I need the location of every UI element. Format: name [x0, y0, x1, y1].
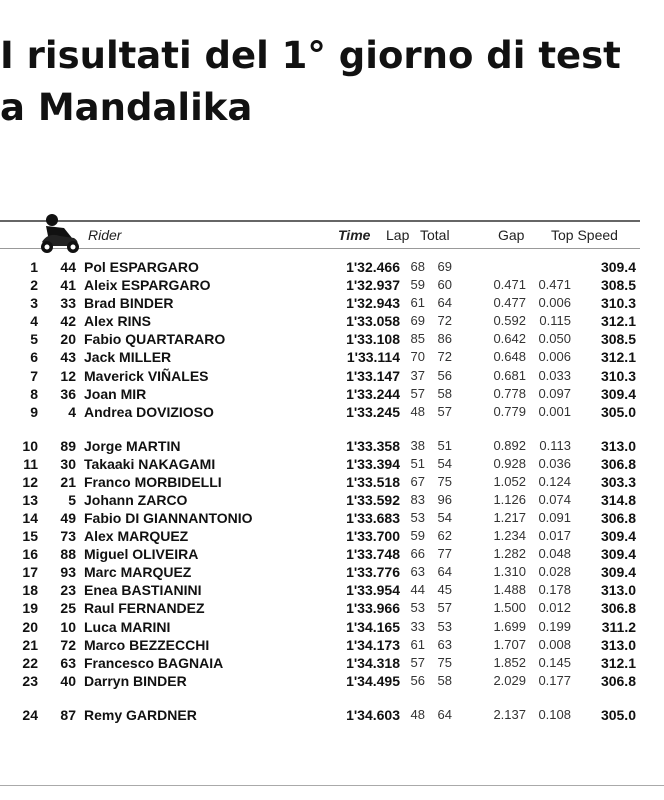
cell-lap: 56	[410, 673, 425, 688]
cell-total: 57	[437, 600, 452, 615]
header-bottom-rule	[0, 248, 640, 249]
cell-gap: 0.592	[493, 313, 526, 328]
cell-total: 75	[437, 655, 452, 670]
cell-speed: 312.1	[600, 655, 636, 671]
headline-line-1: I risultati del 1° giorno di test	[0, 34, 621, 77]
article-headline	[0, 30, 660, 134]
cell-speed: 308.5	[600, 331, 636, 347]
cell-gap2: 0.074	[538, 492, 571, 507]
cell-speed: 311.2	[601, 619, 636, 635]
cell-gap: 1.699	[493, 619, 526, 634]
cell-name: Alex RINS	[84, 313, 151, 329]
cell-lap: 57	[410, 386, 425, 401]
cell-lap: 70	[410, 349, 425, 364]
table-row	[0, 367, 664, 385]
header-rider: Rider	[88, 227, 122, 243]
cell-num: 30	[60, 456, 76, 472]
cell-speed: 305.0	[600, 707, 636, 723]
table-row	[0, 599, 664, 617]
cell-lap: 85	[410, 331, 425, 346]
cell-num: 12	[60, 368, 76, 384]
cell-speed: 308.5	[600, 277, 636, 293]
cell-pos: 21	[22, 637, 38, 653]
cell-pos: 18	[22, 582, 38, 598]
cell-gap: 0.892	[493, 438, 526, 453]
cell-time: 1'33.147	[346, 368, 400, 384]
table-row	[0, 672, 664, 690]
table-row	[0, 618, 664, 636]
cell-pos: 16	[22, 546, 38, 562]
cell-speed: 309.4	[600, 259, 636, 275]
cell-num: 87	[60, 707, 76, 723]
header-top-speed: Top Speed	[551, 227, 618, 243]
header-top-rule	[0, 220, 640, 222]
table-row	[0, 581, 664, 599]
cell-gap2: 0.199	[538, 619, 571, 634]
cell-num: 73	[60, 528, 76, 544]
cell-name: Marco BEZZECCHI	[84, 637, 210, 653]
cell-gap2: 0.028	[538, 564, 571, 579]
cell-gap2: 0.050	[538, 331, 571, 346]
cell-pos: 17	[22, 564, 38, 580]
cell-gap: 0.681	[493, 368, 526, 383]
cell-gap: 1.488	[493, 582, 526, 597]
table-row	[0, 545, 664, 563]
header-time: Time	[338, 227, 371, 243]
cell-gap2: 0.012	[538, 600, 571, 615]
cell-name: Brad BINDER	[84, 295, 174, 311]
cell-speed: 310.3	[600, 295, 636, 311]
cell-pos: 8	[30, 386, 38, 402]
table-row	[0, 330, 664, 348]
table-row	[0, 563, 664, 581]
cell-name: Fabio DI GIANNANTONIO	[84, 510, 253, 526]
cell-speed: 312.1	[600, 313, 636, 329]
cell-pos: 19	[22, 600, 38, 616]
cell-pos: 22	[22, 655, 38, 671]
cell-name: Franco MORBIDELLI	[84, 474, 222, 490]
cell-num: 42	[60, 313, 76, 329]
cell-time: 1'33.748	[346, 546, 400, 562]
cell-speed: 309.4	[600, 528, 636, 544]
cell-gap2: 0.006	[538, 295, 571, 310]
cell-lap: 67	[410, 474, 425, 489]
cell-gap: 1.852	[493, 655, 526, 670]
cell-total: 45	[437, 582, 452, 597]
cell-time: 1'33.358	[346, 438, 400, 454]
cell-total: 64	[437, 564, 452, 579]
cell-gap: 1.217	[493, 510, 526, 525]
table-row	[0, 455, 664, 473]
cell-total: 60	[437, 277, 452, 292]
cell-pos: 9	[30, 404, 38, 420]
cell-lap: 61	[410, 637, 425, 652]
cell-name: Fabio QUARTARARO	[84, 331, 226, 347]
cell-total: 53	[437, 619, 452, 634]
cell-lap: 68	[410, 259, 425, 274]
cell-lap: 57	[410, 655, 425, 670]
cell-name: Enea BASTIANINI	[84, 582, 202, 598]
cell-total: 51	[437, 438, 452, 453]
cell-time: 1'33.700	[346, 528, 400, 544]
cell-num: 89	[60, 438, 76, 454]
cell-time: 1'33.244	[346, 386, 400, 402]
cell-lap: 61	[410, 295, 425, 310]
cell-speed: 306.8	[600, 673, 636, 689]
cell-pos: 10	[22, 438, 38, 454]
cell-time: 1'33.245	[346, 404, 400, 420]
cell-time: 1'32.466	[346, 259, 400, 275]
cell-gap: 1.500	[493, 600, 526, 615]
cell-lap: 69	[410, 313, 425, 328]
cell-total: 58	[437, 673, 452, 688]
cell-name: Jorge MARTIN	[84, 438, 181, 454]
cell-gap: 1.282	[493, 546, 526, 561]
cell-gap: 0.648	[493, 349, 526, 364]
cell-num: 10	[60, 619, 76, 635]
table-row	[0, 294, 664, 312]
cell-gap: 1.234	[493, 528, 526, 543]
table-row	[0, 473, 664, 491]
cell-time: 1'32.943	[346, 295, 400, 311]
header-gap: Gap	[498, 227, 525, 243]
cell-num: 36	[60, 386, 76, 402]
cell-speed: 314.8	[600, 492, 636, 508]
cell-gap: 0.928	[493, 456, 526, 471]
cell-gap2: 0.006	[538, 349, 571, 364]
cell-time: 1'33.683	[346, 510, 400, 526]
cell-gap2: 0.108	[538, 707, 571, 722]
cell-gap2: 0.048	[538, 546, 571, 561]
cell-name: Francesco BAGNAIA	[84, 655, 224, 671]
table-row	[0, 636, 664, 654]
cell-pos: 1	[30, 259, 38, 275]
cell-total: 58	[437, 386, 452, 401]
cell-time: 1'34.603	[346, 707, 400, 723]
cell-gap: 0.477	[493, 295, 526, 310]
cell-name: Pol ESPARGARO	[84, 259, 199, 275]
cell-speed: 309.4	[600, 546, 636, 562]
table-row	[0, 276, 664, 294]
cell-total: 56	[437, 368, 452, 383]
cell-gap: 2.029	[493, 673, 526, 688]
cell-gap: 1.707	[493, 637, 526, 652]
cell-lap: 48	[410, 707, 425, 722]
cell-speed: 313.0	[600, 438, 636, 454]
cell-name: Raul FERNANDEZ	[84, 600, 205, 616]
cell-name: Marc MARQUEZ	[84, 564, 192, 580]
cell-name: Takaaki NAKAGAMI	[84, 456, 216, 472]
cell-num: 21	[60, 474, 76, 490]
cell-gap2: 0.113	[539, 438, 571, 453]
cell-speed: 306.8	[600, 510, 636, 526]
cell-pos: 7	[30, 368, 38, 384]
cell-gap2: 0.178	[538, 582, 571, 597]
cell-speed: 313.0	[600, 582, 636, 598]
cell-time: 1'33.518	[346, 474, 400, 490]
cell-gap: 2.137	[493, 707, 526, 722]
cell-gap: 1.052	[493, 474, 526, 489]
cell-gap2: 0.145	[538, 655, 571, 670]
cell-num: 49	[60, 510, 76, 526]
cell-lap: 38	[410, 438, 425, 453]
cell-gap2: 0.001	[538, 404, 571, 419]
cell-gap2: 0.033	[538, 368, 571, 383]
cell-total: 64	[437, 707, 452, 722]
cell-speed: 310.3	[600, 368, 636, 384]
table-row	[0, 491, 664, 509]
cell-num: 41	[60, 277, 76, 293]
table-row	[0, 385, 664, 403]
cell-gap2: 0.471	[538, 277, 571, 292]
cell-num: 23	[60, 582, 76, 598]
cell-pos: 6	[30, 349, 38, 365]
cell-speed: 309.4	[600, 564, 636, 580]
cell-total: 86	[437, 331, 452, 346]
table-row	[0, 437, 664, 455]
cell-time: 1'33.108	[346, 331, 400, 347]
cell-total: 96	[437, 492, 452, 507]
cell-speed: 312.1	[600, 349, 636, 365]
cell-time: 1'33.058	[346, 313, 400, 329]
cell-lap: 59	[410, 277, 425, 292]
cell-num: 63	[60, 655, 76, 671]
table-row	[0, 348, 664, 366]
cell-lap: 51	[410, 456, 425, 471]
cell-pos: 14	[22, 510, 38, 526]
header-lap: Lap	[386, 227, 410, 243]
cell-name: Alex MARQUEZ	[84, 528, 189, 544]
cell-pos: 23	[22, 673, 38, 689]
header-total: Total	[420, 227, 450, 243]
cell-gap2: 0.036	[538, 456, 571, 471]
cell-total: 54	[437, 510, 452, 525]
cell-time: 1'34.495	[346, 673, 400, 689]
cell-num: 20	[60, 331, 76, 347]
cell-time: 1'33.114	[346, 349, 400, 365]
cell-pos: 5	[30, 331, 38, 347]
cell-name: Luca MARINI	[84, 619, 171, 635]
headline-line-2: a Mandalika	[0, 86, 253, 129]
cell-num: 33	[60, 295, 76, 311]
cell-time: 1'34.318	[346, 655, 400, 671]
cell-gap: 0.778	[493, 386, 526, 401]
cell-num: 44	[60, 259, 76, 275]
cell-gap: 1.310	[493, 564, 526, 579]
cell-gap2: 0.091	[538, 510, 571, 525]
table-row	[0, 312, 664, 330]
cell-lap: 63	[410, 564, 425, 579]
cell-name: Andrea DOVIZIOSO	[84, 404, 214, 420]
results-table	[0, 212, 664, 732]
cell-num: 72	[60, 637, 76, 653]
cell-time: 1'33.954	[346, 582, 400, 598]
cell-num: 4	[68, 404, 76, 420]
cell-num: 25	[60, 600, 76, 616]
cell-pos: 2	[30, 277, 38, 293]
cell-total: 75	[437, 474, 452, 489]
cell-gap: 1.126	[493, 492, 526, 507]
cell-gap: 0.471	[493, 277, 526, 292]
cell-pos: 12	[22, 474, 38, 490]
cell-gap: 0.779	[493, 404, 526, 419]
cell-speed: 306.8	[600, 600, 636, 616]
cell-lap: 48	[410, 404, 425, 419]
cell-name: Johann ZARCO	[84, 492, 188, 508]
cell-pos: 15	[22, 528, 38, 544]
cell-lap: 66	[410, 546, 425, 561]
cell-name: Joan MIR	[84, 386, 147, 402]
cell-lap: 53	[410, 600, 425, 615]
cell-gap2: 0.008	[538, 637, 571, 652]
cell-total: 63	[437, 637, 452, 652]
cell-time: 1'32.937	[346, 277, 400, 293]
cell-name: Darryn BINDER	[84, 673, 187, 689]
cell-total: 69	[437, 259, 452, 274]
cell-num: 40	[60, 673, 76, 689]
cell-time: 1'33.966	[346, 600, 400, 616]
cell-total: 57	[437, 404, 452, 419]
table-row	[0, 654, 664, 672]
cell-total: 54	[437, 456, 452, 471]
table-row	[0, 527, 664, 545]
cell-speed: 303.3	[600, 474, 636, 490]
cell-time: 1'33.592	[346, 492, 400, 508]
table-row	[0, 403, 664, 421]
cell-num: 88	[60, 546, 76, 562]
cell-speed: 309.4	[600, 386, 636, 402]
cell-gap: 0.642	[493, 331, 526, 346]
cell-lap: 59	[410, 528, 425, 543]
motorcycle-rider-icon	[38, 212, 82, 254]
cell-gap2: 0.017	[538, 528, 571, 543]
cell-lap: 37	[410, 368, 425, 383]
cell-lap: 53	[410, 510, 425, 525]
cell-gap2: 0.177	[538, 673, 571, 688]
cell-time: 1'33.394	[346, 456, 400, 472]
cell-num: 93	[60, 564, 76, 580]
cell-pos: 13	[22, 492, 38, 508]
cell-gap2: 0.115	[539, 313, 571, 328]
cell-pos: 3	[30, 295, 38, 311]
cell-name: Miguel OLIVEIRA	[84, 546, 199, 562]
page-bottom-rule	[0, 785, 664, 786]
cell-pos: 11	[23, 456, 38, 472]
cell-pos: 24	[22, 707, 38, 723]
cell-speed: 313.0	[600, 637, 636, 653]
cell-name: Maverick VIÑALES	[84, 368, 209, 384]
cell-speed: 306.8	[600, 456, 636, 472]
cell-total: 64	[437, 295, 452, 310]
cell-name: Aleix ESPARGARO	[84, 277, 211, 293]
cell-speed: 305.0	[600, 404, 636, 420]
table-row	[0, 509, 664, 527]
cell-total: 72	[437, 313, 452, 328]
cell-num: 5	[68, 492, 76, 508]
cell-num: 43	[60, 349, 76, 365]
cell-lap: 83	[410, 492, 425, 507]
table-row	[0, 258, 664, 276]
cell-pos: 4	[30, 313, 38, 329]
cell-total: 62	[437, 528, 452, 543]
cell-gap2: 0.097	[538, 386, 571, 401]
cell-total: 77	[437, 546, 452, 561]
cell-pos: 20	[22, 619, 38, 635]
cell-total: 72	[437, 349, 452, 364]
cell-lap: 33	[410, 619, 425, 634]
cell-time: 1'34.165	[346, 619, 400, 635]
cell-lap: 44	[410, 582, 425, 597]
cell-gap2: 0.124	[538, 474, 571, 489]
cell-time: 1'33.776	[346, 564, 400, 580]
cell-time: 1'34.173	[346, 637, 400, 653]
table-row	[0, 706, 664, 724]
cell-name: Jack MILLER	[84, 349, 172, 365]
cell-name: Remy GARDNER	[84, 707, 197, 723]
